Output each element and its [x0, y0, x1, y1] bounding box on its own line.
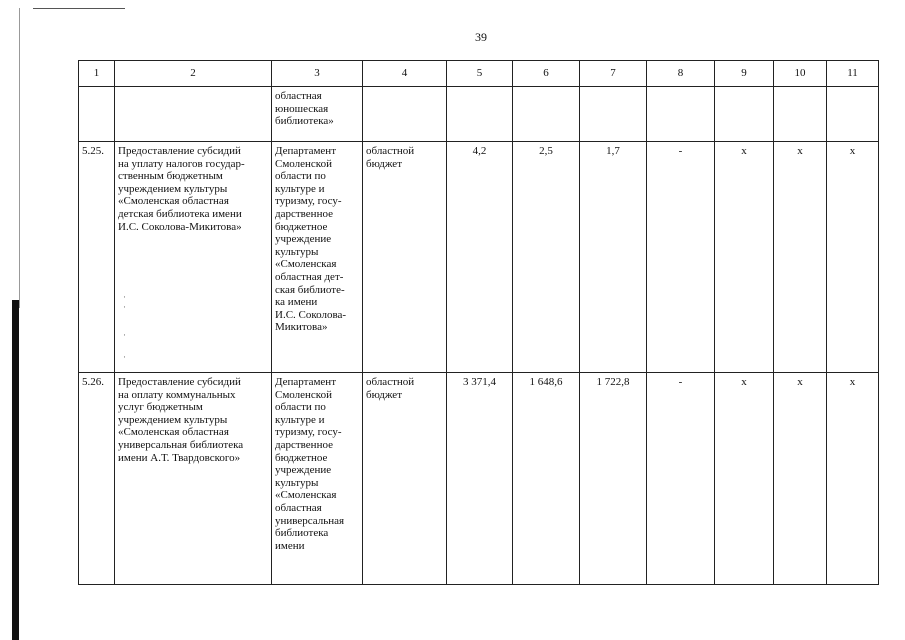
measure-line: учреждением культуры	[118, 413, 228, 426]
cell-year2	[580, 87, 647, 142]
executor-line: Департамент	[275, 145, 337, 157]
cell-executor	[272, 373, 363, 585]
table-row-continuation	[79, 87, 879, 142]
executor-line: туризму, госу-	[275, 426, 342, 439]
measure-line: на оплату коммунальных	[118, 388, 236, 401]
executor-line: области по	[275, 170, 326, 183]
executor-line: культуры	[275, 245, 319, 258]
cell-number	[79, 87, 115, 142]
measure-line: детская библиотека имени	[118, 207, 242, 220]
cell-year1: 2,5	[513, 142, 580, 373]
cell-col10	[774, 87, 827, 142]
cell-source	[363, 142, 447, 373]
cell-total: 4,2	[447, 142, 513, 373]
executor-line: области по	[275, 401, 326, 414]
executor-line: дарственное	[275, 438, 333, 451]
executor-line: Смоленской	[275, 157, 332, 170]
executor-line: ская библиоте-	[275, 283, 345, 296]
executor-line: имени	[275, 539, 305, 552]
cell-total: 3 371,4	[447, 373, 513, 585]
column-header-9: 9	[715, 61, 774, 87]
cell-col10: х	[774, 373, 827, 585]
executor-line: Смоленской	[275, 388, 332, 401]
cell-year1	[513, 87, 580, 142]
executor-line: культуре и	[275, 182, 325, 195]
column-header-11: 11	[827, 61, 879, 87]
measure-line: универсальная библиотека	[118, 438, 244, 451]
executor-line: культуре и	[275, 413, 325, 426]
cell-col11: х	[827, 142, 879, 373]
cell-executor	[272, 87, 363, 142]
executor-line: Департамент	[275, 376, 337, 388]
cell-executor	[272, 142, 363, 373]
executor-line: бюджетное	[275, 220, 328, 233]
budget-table	[78, 60, 879, 585]
cell-col9: х	[715, 373, 774, 585]
scan-artifact-left-edge	[12, 300, 19, 640]
source-line: областной	[366, 376, 415, 388]
cell-source	[363, 87, 447, 142]
executor-line: учреждение	[275, 464, 332, 477]
cell-col11	[827, 87, 879, 142]
cell-measure	[115, 87, 272, 142]
cell-year3: -	[647, 373, 715, 585]
cell-col10: х	[774, 142, 827, 373]
cell-col9	[715, 87, 774, 142]
column-header-7: 7	[580, 61, 647, 87]
measure-line: на уплату налогов государ-	[118, 157, 245, 170]
executor-line: юношеская	[275, 102, 329, 115]
executor-line: И.С. Соколова-	[275, 308, 347, 321]
table-row-5-25	[79, 142, 879, 373]
header-row	[79, 61, 879, 87]
measure-line: И.С. Соколова-Микитова»	[118, 220, 242, 233]
cell-number: 5.26.	[79, 373, 115, 585]
executor-line: областная дет-	[275, 270, 344, 283]
scan-speck: ·	[123, 352, 126, 362]
source-line: бюджет	[366, 157, 402, 170]
cell-year3	[647, 87, 715, 142]
measure-line: «Смоленская областная	[118, 426, 229, 439]
page-number: 39	[475, 30, 487, 44]
column-header-8: 8	[647, 61, 715, 87]
column-header-1: 1	[79, 61, 115, 87]
cell-measure	[115, 373, 272, 585]
column-header-4: 4	[363, 61, 447, 87]
executor-line: «Смоленская	[275, 489, 337, 502]
executor-line: туризму, госу-	[275, 195, 342, 208]
scan-speck: ·	[123, 330, 126, 340]
table-row-5-26	[79, 373, 879, 585]
executor-line: областная	[275, 501, 322, 514]
measure-line: услуг бюджетным	[118, 401, 203, 414]
executor-line: ка имени	[275, 296, 318, 309]
executor-line: Микитова»	[275, 321, 328, 334]
column-header-6: 6	[513, 61, 580, 87]
cell-col9: х	[715, 142, 774, 373]
executor-line: библиотека	[275, 527, 329, 540]
executor-line: областная	[275, 90, 322, 102]
executor-line: культуры	[275, 476, 319, 489]
cell-col11: х	[827, 373, 879, 585]
executor-line: универсальная	[275, 514, 345, 527]
cell-total	[447, 87, 513, 142]
scan-artifact-left-thin-line	[19, 8, 20, 308]
measure-line: Предоставление субсидий	[118, 376, 241, 388]
column-header-10: 10	[774, 61, 827, 87]
cell-year2: 1,7	[580, 142, 647, 373]
cell-year1: 1 648,6	[513, 373, 580, 585]
measure-line: учреждением культуры	[118, 182, 228, 195]
cell-number: 5.25.	[79, 142, 115, 373]
cell-year3: -	[647, 142, 715, 373]
executor-line: бюджетное	[275, 451, 328, 464]
column-header-5: 5	[447, 61, 513, 87]
source-line: областной	[366, 145, 415, 157]
measure-line: ственным бюджетным	[118, 170, 223, 183]
executor-line: «Смоленская	[275, 258, 337, 271]
executor-line: дарственное	[275, 207, 333, 220]
scan-artifact-top-line	[33, 8, 125, 9]
executor-line: учреждение	[275, 233, 332, 246]
column-header-2: 2	[115, 61, 272, 87]
scan-speck: ·	[123, 292, 126, 302]
executor-line: библиотека»	[275, 115, 334, 128]
scan-speck: ·	[123, 302, 126, 312]
cell-year2: 1 722,8	[580, 373, 647, 585]
column-header-3: 3	[272, 61, 363, 87]
measure-line: «Смоленская областная	[118, 195, 229, 208]
cell-measure	[115, 142, 272, 373]
measure-line: Предоставление субсидий	[118, 145, 241, 157]
cell-source	[363, 373, 447, 585]
measure-line: имени А.Т. Твардовского»	[118, 451, 241, 464]
source-line: бюджет	[366, 388, 402, 401]
